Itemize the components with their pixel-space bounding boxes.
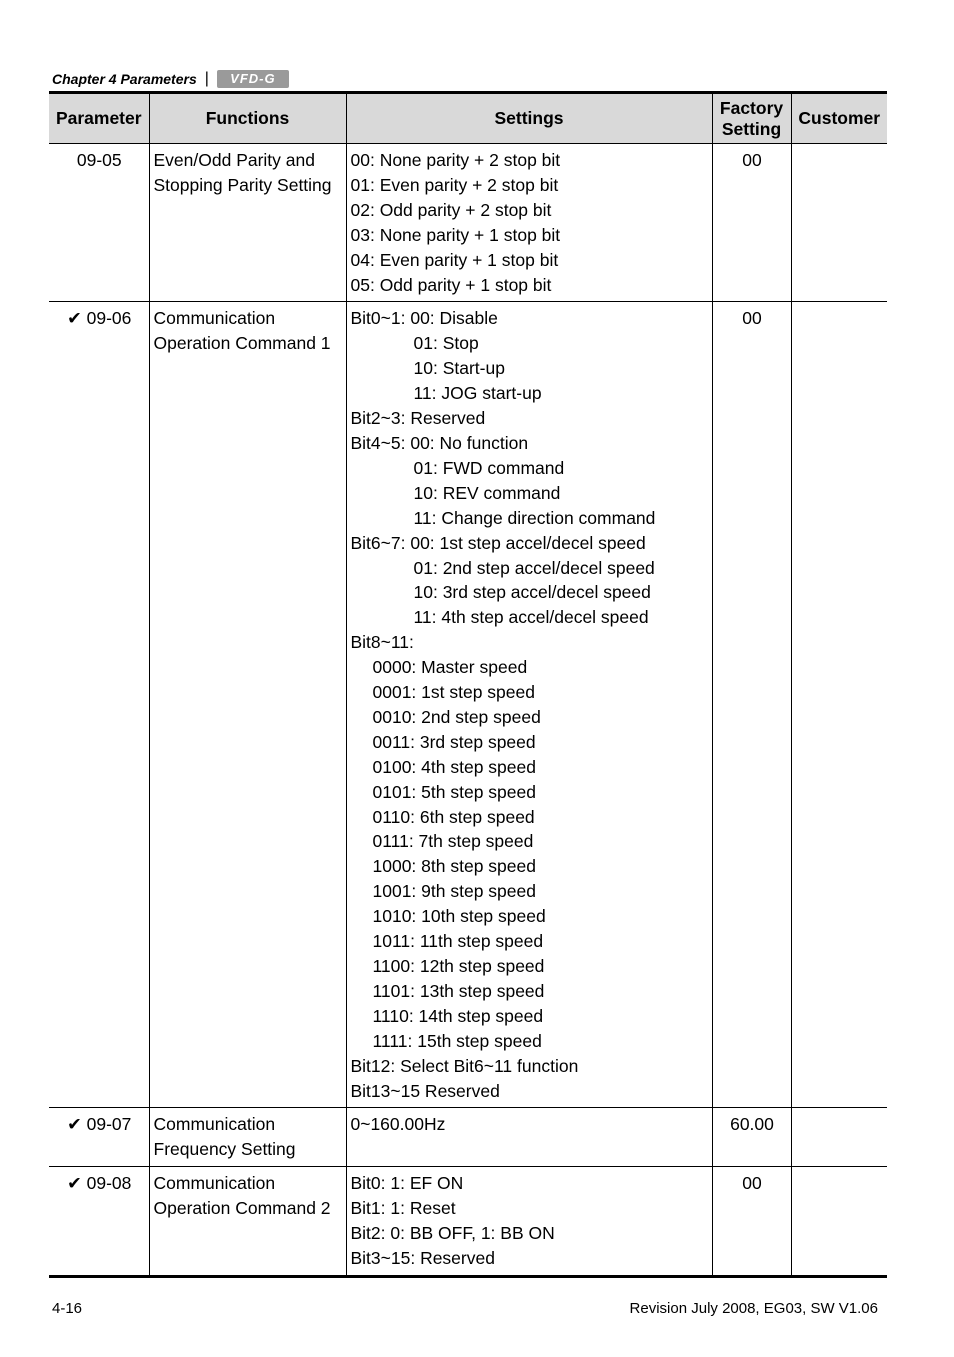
setting-line: 0001: 1st step speed — [372, 682, 535, 703]
setting-line: 11: JOG start-up — [413, 383, 542, 404]
customer-setting — [791, 302, 887, 1108]
setting-line: 01: 2nd step accel/decel speed — [413, 557, 655, 578]
parameter-code: ✔ 09-06 — [49, 302, 149, 1108]
setting-line: 10: REV command — [413, 482, 561, 503]
header-factory-line1: Factory — [719, 97, 784, 118]
function-cell — [149, 144, 346, 302]
setting-line: 1010: 10th step speed — [372, 906, 546, 927]
header-parameter: Parameter — [49, 93, 149, 144]
function-cell — [149, 1167, 346, 1277]
setting-line: 0110: 6th step speed — [372, 806, 535, 827]
settings-cell — [346, 1167, 712, 1277]
settings-cell — [346, 144, 712, 302]
header-factory-setting — [712, 93, 791, 144]
parameter-code: ✔ 09-08 — [49, 1167, 149, 1277]
setting-line: 1001: 9th step speed — [372, 881, 536, 902]
setting-line: Bit8~11: — [350, 632, 414, 653]
function-line: Stopping Parity Setting — [153, 174, 332, 195]
setting-line: 0011: 3rd step speed — [372, 731, 536, 752]
factory-setting: 00 — [712, 144, 791, 302]
setting-line: 1101: 13th step speed — [372, 980, 545, 1001]
function-line: Frequency Setting — [153, 1139, 296, 1160]
function-line: Operation Command 1 — [153, 333, 331, 354]
factory-setting: 00 — [712, 1167, 791, 1277]
setting-line: Bit4~5: 00: No function — [350, 432, 529, 453]
setting-line: 0100: 4th step speed — [372, 756, 536, 777]
table-row — [49, 302, 887, 1108]
setting-line: 1100: 12th step speed — [372, 956, 545, 976]
header-separator: | — [204, 70, 209, 87]
setting-line: 11: Change direction command — [413, 507, 656, 528]
revision-info: Revision July 2008, EG03, SW V1.06 — [629, 1300, 878, 1317]
setting-line: 0010: 2nd step speed — [372, 706, 541, 727]
setting-line: Bit3~15: Reserved — [350, 1247, 495, 1268]
function-line: Even/Odd Parity and — [153, 150, 315, 170]
table-header-row — [49, 93, 887, 144]
setting-line: Bit12: Select Bit6~11 function — [350, 1055, 579, 1076]
factory-setting: 00 — [712, 302, 791, 1108]
setting-line: 10: 3rd step accel/decel speed — [413, 582, 651, 603]
setting-line: Bit6~7: 00: 1st step accel/decel speed — [350, 532, 646, 553]
customer-setting — [791, 144, 887, 302]
vfd-g-logo: VFD-G — [217, 70, 289, 88]
customer-setting — [791, 1108, 887, 1167]
page-header — [52, 68, 289, 90]
setting-line: 0111: 7th step speed — [372, 831, 534, 852]
setting-line: Bit2~3: Reserved — [350, 408, 486, 429]
header-settings: Settings — [346, 93, 712, 144]
setting-line: Bit13~15 Reserved — [350, 1080, 500, 1101]
function-cell — [149, 1108, 346, 1167]
setting-line: Bit0: 1: EF ON — [350, 1173, 464, 1194]
table-row — [49, 1167, 887, 1277]
setting-line: 1011: 11th step speed — [372, 931, 544, 952]
setting-line: 1000: 8th step speed — [372, 856, 536, 877]
setting-line: 10: Start-up — [413, 358, 505, 379]
function-line: Communication — [153, 1114, 276, 1135]
setting-line: 05: Odd parity + 1 stop bit — [350, 274, 552, 295]
settings-cell — [346, 302, 712, 1108]
function-line: Communication — [153, 1173, 276, 1194]
parameter-code: 09-05 — [49, 144, 149, 302]
setting-line: Bit2: 0: BB OFF, 1: BB ON — [350, 1223, 555, 1244]
setting-line: 1111: 15th step speed — [372, 1030, 542, 1051]
setting-line: 03: None parity + 1 stop bit — [350, 224, 561, 245]
setting-line: 1110: 14th step speed — [372, 1005, 544, 1026]
parameter-code: ✔ 09-07 — [49, 1108, 149, 1167]
customer-setting — [791, 1167, 887, 1277]
setting-line: 11: 4th step accel/decel speed — [413, 607, 649, 628]
table-row — [49, 144, 887, 302]
setting-line: 0~160.00Hz — [350, 1114, 446, 1135]
setting-line: 01: FWD command — [413, 457, 565, 478]
setting-line: Bit1: 1: Reset — [350, 1198, 456, 1219]
header-functions: Functions — [149, 93, 346, 144]
setting-line: 00: None parity + 2 stop bit — [350, 150, 561, 170]
function-line: Operation Command 2 — [153, 1198, 331, 1219]
chapter-title: Chapter 4 Parameters — [52, 71, 197, 87]
factory-setting: 60.00 — [712, 1108, 791, 1167]
setting-line: 02: Odd parity + 2 stop bit — [350, 199, 552, 220]
setting-line: Bit0~1: 00: Disable — [350, 308, 498, 329]
setting-line: 04: Even parity + 1 stop bit — [350, 249, 559, 270]
setting-line: 0101: 5th step speed — [372, 781, 536, 802]
function-cell — [149, 302, 346, 1108]
setting-line: 0000: Master speed — [372, 657, 528, 678]
settings-cell — [346, 1108, 712, 1167]
header-factory-line2: Setting — [721, 118, 782, 139]
header-customer: Customer — [791, 93, 887, 144]
page-number: 4-16 — [52, 1300, 83, 1317]
setting-line: 01: Even parity + 2 stop bit — [350, 174, 559, 195]
function-line: Communication — [153, 308, 276, 329]
setting-line: 01: Stop — [413, 333, 479, 354]
table-body — [49, 144, 887, 1277]
table-row — [49, 1108, 887, 1167]
parameter-table — [49, 91, 887, 1278]
